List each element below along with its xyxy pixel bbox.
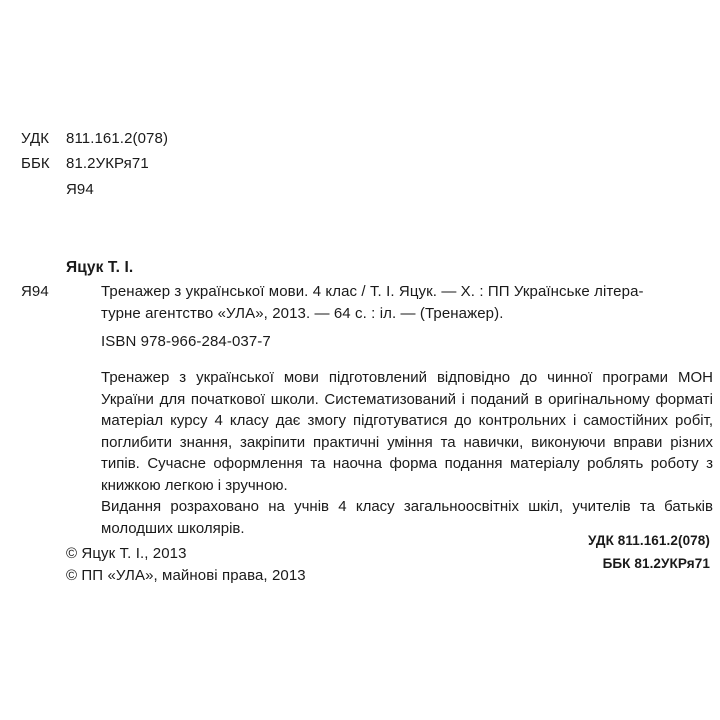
bibliographic-line-2: турне агентство «УЛА», 2013. — 64 с. : іл. — (Тренажер). xyxy=(101,305,504,322)
bbk-label: ББК xyxy=(21,155,50,172)
cutter-code: Я94 xyxy=(66,181,94,198)
entry-cutter-code: Я94 xyxy=(21,283,49,300)
bbk-value: 81.2УКРя71 xyxy=(66,155,149,172)
author-heading: Яцук Т. І. xyxy=(66,259,134,276)
copyright-publisher: © ПП «УЛА», майнові права, 2013 xyxy=(66,567,306,584)
udk-value: 811.161.2(078) xyxy=(66,130,169,147)
bottom-udk-code: УДК 811.161.2(078) xyxy=(588,533,710,548)
udk-label: УДК xyxy=(21,130,50,147)
isbn: ISBN 978-966-284-037-7 xyxy=(101,333,271,350)
annotation-paragraph-2: Видання розраховано на учнів 4 класу загальноосвітніх шкіл, учителів та батьків молодших школярів. xyxy=(101,498,713,537)
bottom-bbk-code: ББК 81.2УКРя71 xyxy=(602,556,710,571)
bibliographic-line-1: Тренажер з української мови. 4 клас / Т. І. Яцук. — Х. : ПП Українське літера- xyxy=(101,283,644,300)
annotation-paragraph-1: Тренажер з української мови підготовлений відповідно до чинної програми МОН України для початкової школи. Систематизований і поданий в оригінальному форматі матеріал курсу 4 класу дає змогу підготуватися до контрольних і самостійних робіт, поглибити знання, закріпити практичні уміння та навички, виконуючи вправи різних типів. Сучасне оформлення та наочна форма подання матеріалу роблять роботу з книжкою легкою і зручною. xyxy=(101,369,713,494)
copyright-author: © Яцук Т. І., 2013 xyxy=(66,545,187,562)
